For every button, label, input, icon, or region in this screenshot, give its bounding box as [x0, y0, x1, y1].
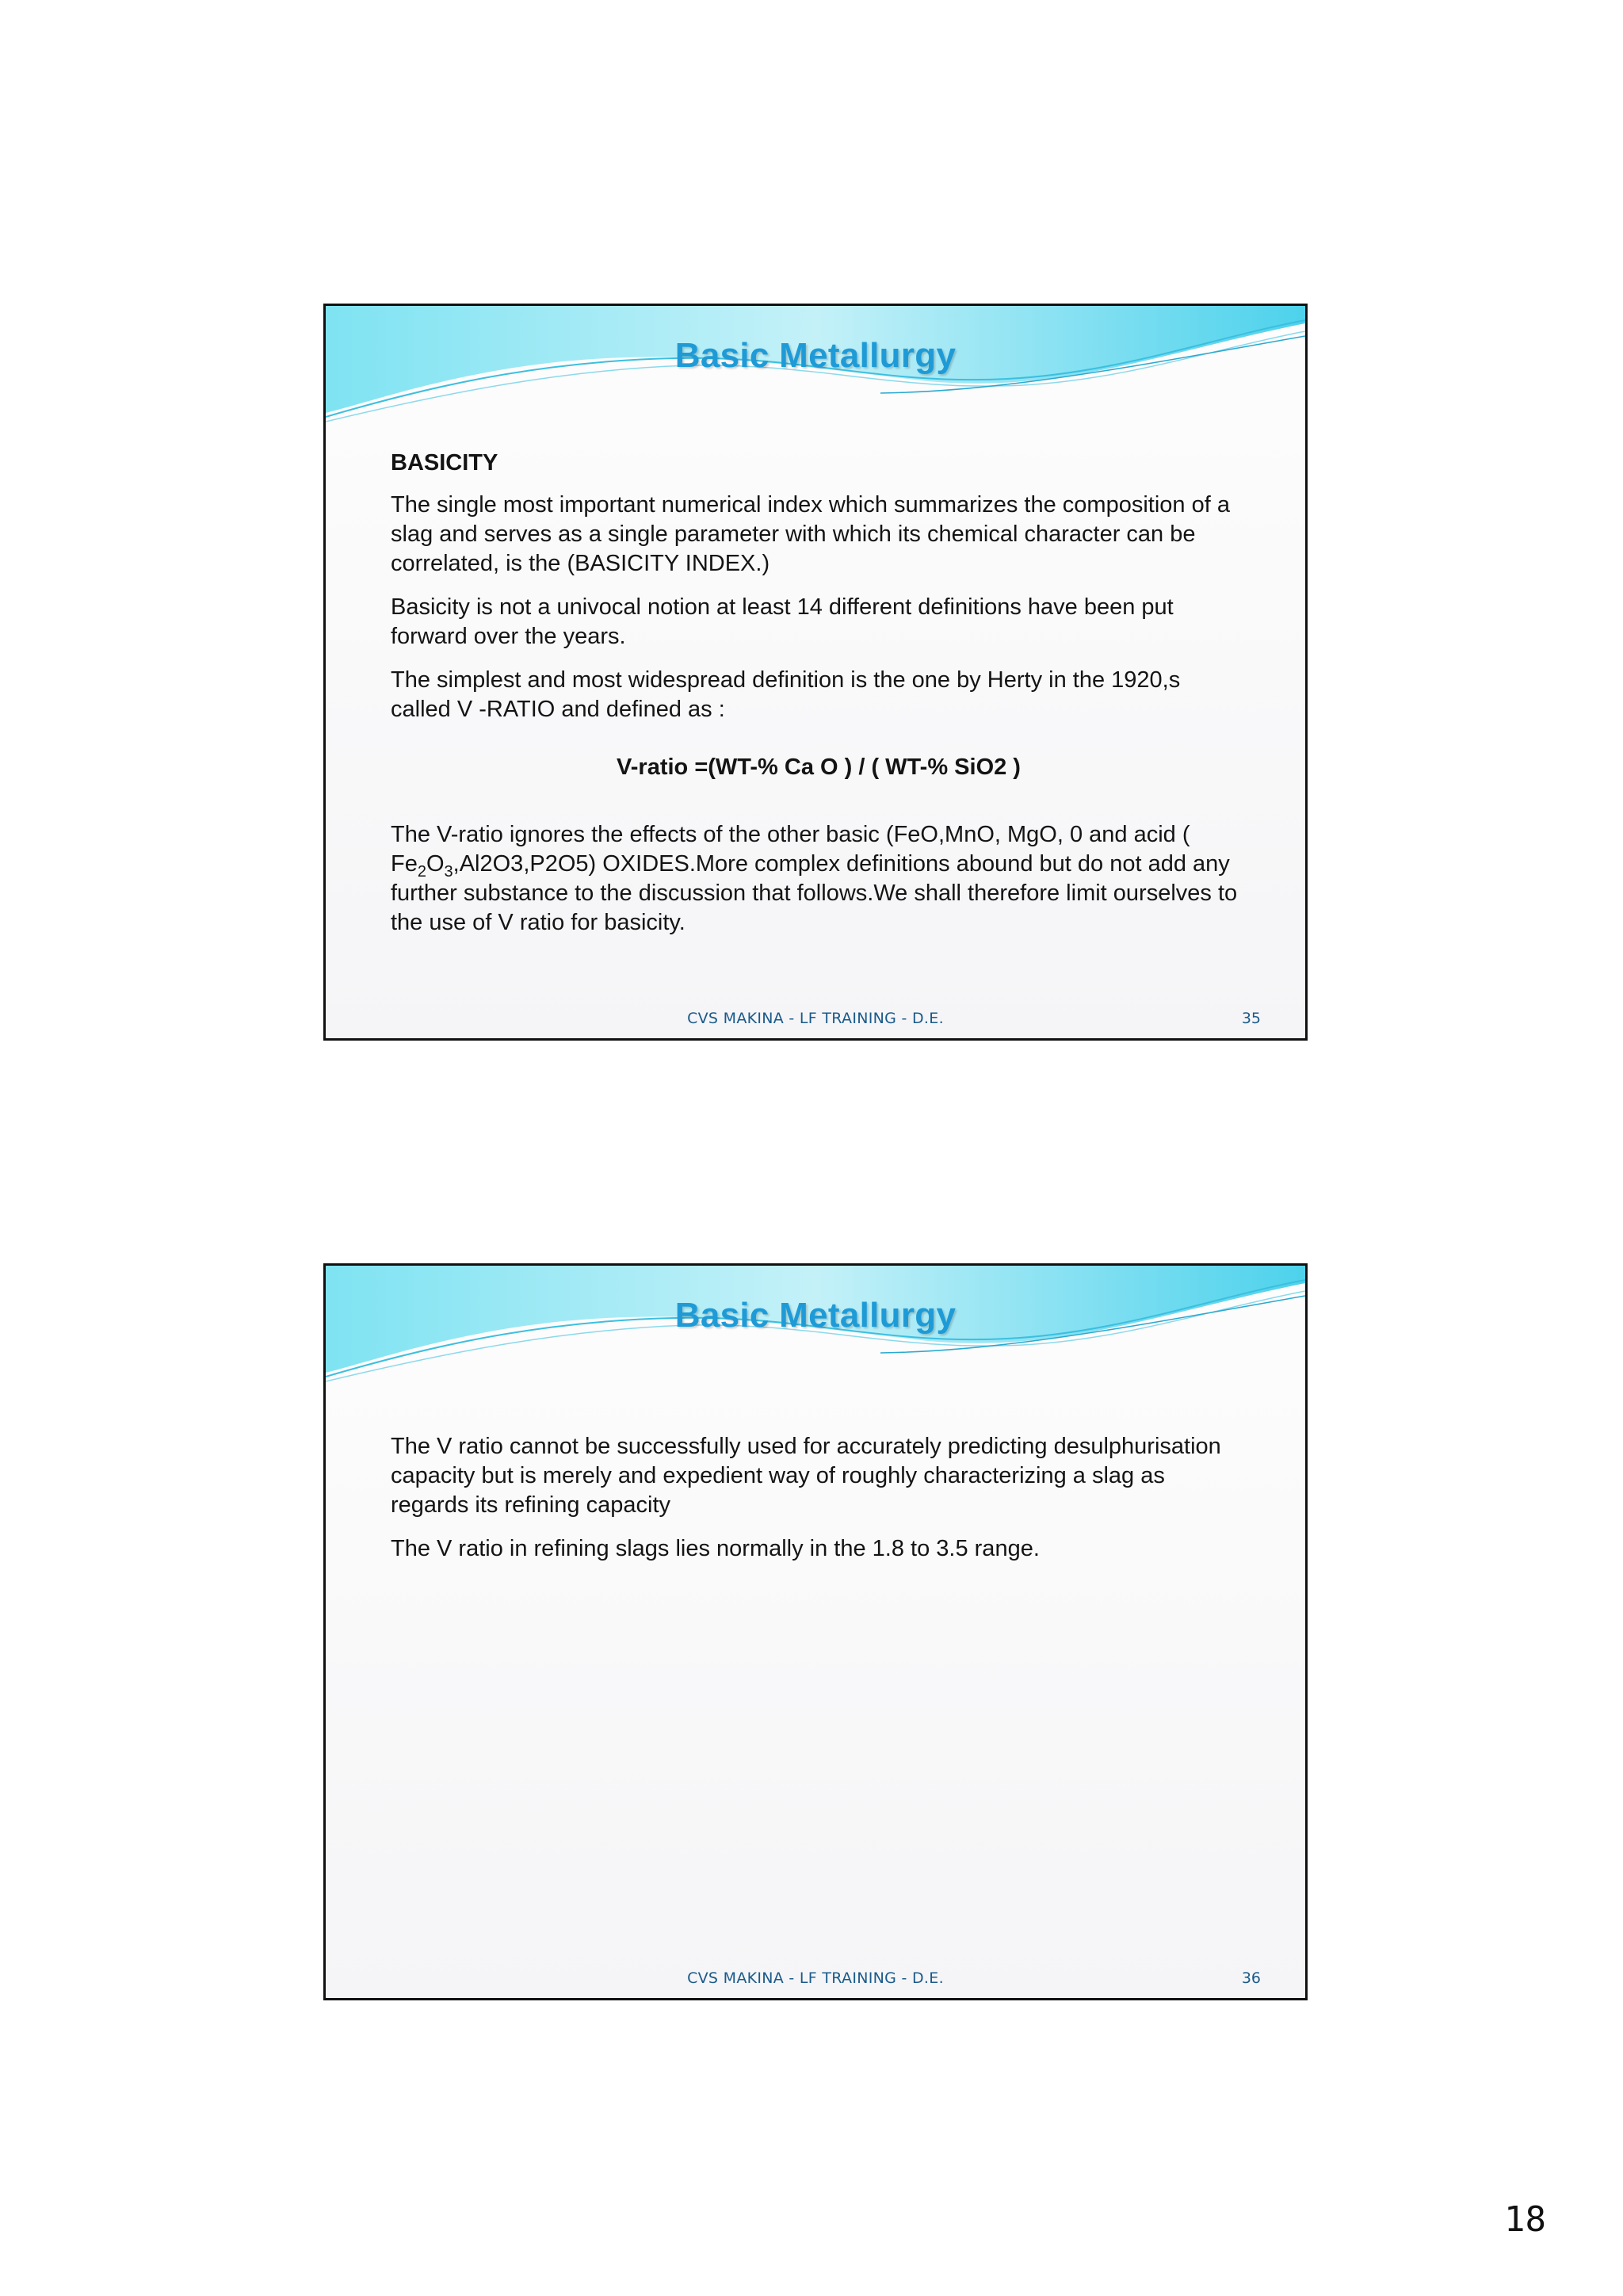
slide-number: 36 — [1241, 1969, 1261, 1987]
slide-title: Basic Metallurgy — [674, 336, 957, 375]
slide-36 — [323, 1263, 1308, 2000]
subscript: 3 — [444, 862, 453, 881]
paragraph — [391, 820, 1247, 938]
section-heading: BASICITY — [391, 450, 498, 476]
text-run: ,Al2O3,P2O5) OXIDES.More complex definitions abound but do not add any further substance to the discussion that follows.We shall therefore limit ourselves to the use of V ratio for basicity. — [391, 851, 1238, 935]
paragraph: The simplest and most widespread definition is the one by Herty in the 1920,s called V -RATIO and defined as : — [391, 667, 1181, 722]
slide-35 — [323, 304, 1308, 1041]
slide-footer: CVS MAKINA - LF TRAINING - D.E. — [687, 1969, 944, 1987]
slide-content — [391, 449, 1247, 952]
text-run: O — [426, 851, 445, 877]
slide-content — [391, 1432, 1247, 1578]
slide-title: Basic Metallurgy — [674, 1296, 957, 1335]
slide-footer: CVS MAKINA - LF TRAINING - D.E. — [687, 1010, 944, 1027]
page-number: 18 — [1504, 2199, 1546, 2240]
formula: V-ratio =(WT-% Ca O ) / ( WT-% SiO2 ) — [617, 755, 1021, 780]
paragraph: The single most important numerical index which summarizes the composition of a slag and serves as a single parameter with which its chemical character can be correlated, is the (BASICITY INDEX.) — [391, 492, 1230, 576]
paragraph: The V ratio in refining slags lies normally in the 1.8 to 3.5 range. — [391, 1536, 1040, 1561]
subscript: 2 — [417, 862, 426, 881]
paragraph: The V ratio cannot be successfully used for accurately predicting desulphurisation capacity but is merely and expedient way of roughly characterizing a slag as regards its refining capacity — [391, 1434, 1221, 1518]
paragraph: Basicity is not a univocal notion at least 14 different definitions have been put forward over the years. — [391, 594, 1174, 649]
slide-number: 35 — [1241, 1010, 1261, 1027]
text-run: The V-ratio ignores the effects of the other basic (FeO,MnO, MgO, 0 and acid ( Fe — [391, 822, 1190, 877]
